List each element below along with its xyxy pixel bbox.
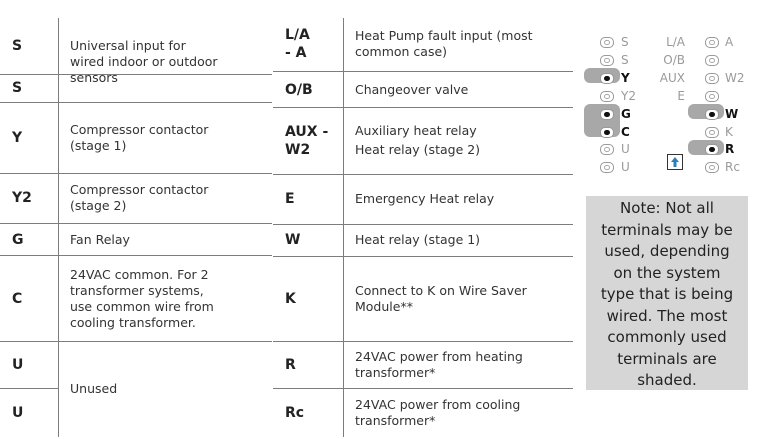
terminal-label-line: W2 <box>285 141 311 158</box>
desc-line: Universal input for <box>70 38 186 53</box>
terminal-label-line: L/A <box>285 27 310 44</box>
screw-dot <box>709 76 715 81</box>
table-row <box>273 224 573 256</box>
terminal-label: G <box>0 223 59 255</box>
screw-dot <box>604 76 610 81</box>
terminal-label: O/B <box>273 71 344 107</box>
note-line: used, depending <box>604 242 730 260</box>
terminal-block-label: S <box>621 35 629 49</box>
terminal-label: R <box>273 342 344 389</box>
terminal-label: Y2 <box>0 173 59 223</box>
terminal-label: U <box>0 341 59 388</box>
terminal-block-label: AUX <box>659 70 685 85</box>
screw-dot <box>709 147 715 152</box>
terminal-label: U <box>0 389 59 437</box>
screw-dot <box>709 165 715 170</box>
desc-line: (stage 1) <box>70 137 127 153</box>
terminal-label: S <box>0 18 59 74</box>
up-arrow-icon <box>668 155 682 169</box>
desc-line: use common wire from <box>70 298 214 314</box>
terminal-block-label: C <box>621 124 630 139</box>
screw-dot <box>604 94 610 99</box>
desc-line: 24VAC power from cooling <box>355 397 521 413</box>
terminal-description <box>344 389 574 437</box>
screw-dot <box>604 130 610 135</box>
note-line: Note: Not all <box>620 199 714 217</box>
terminal-screw <box>600 127 614 138</box>
table-row <box>0 256 272 342</box>
note-line: terminals may be <box>601 220 733 239</box>
desc-line: Emergency Heat relay <box>355 191 495 207</box>
desc-line: transformer systems, <box>70 282 204 298</box>
desc-line: common case) <box>355 44 448 60</box>
desc-line: 24VAC common. For 2 <box>70 266 209 282</box>
terminal-screw <box>705 162 719 173</box>
terminal-block-label: A <box>725 35 734 49</box>
desc-line: cooling transformer. <box>70 314 196 330</box>
screw-dot <box>709 94 715 99</box>
desc-line: Compressor contactor <box>70 182 209 198</box>
terminal-block-label: L/A <box>666 35 685 49</box>
desc-line: Auxiliary heat relay <box>355 123 477 139</box>
terminal-description <box>344 342 574 389</box>
terminal-description <box>59 341 273 437</box>
terminal-block-label: R <box>725 142 735 157</box>
screw-dot <box>604 58 610 63</box>
screw-dot <box>604 40 610 45</box>
terminal-block-label: G <box>621 106 631 121</box>
terminal-description <box>344 256 574 342</box>
terminal-screw <box>600 162 614 173</box>
wire-saver-slot <box>667 154 683 170</box>
terminal-screw <box>705 109 719 120</box>
screw-dot <box>709 40 715 45</box>
desc-line: Fan Relay <box>70 231 130 247</box>
note-box <box>586 196 748 390</box>
terminal-block-label: O/B <box>663 52 685 67</box>
desc-line: Heat Pump fault input (most <box>355 28 533 44</box>
table-row <box>273 256 573 342</box>
terminal-label: C <box>0 256 59 342</box>
terminal-label: K <box>273 256 344 342</box>
terminal-block-label: W2 <box>725 70 745 85</box>
screw-dot <box>709 112 715 117</box>
terminal-screw <box>600 55 614 66</box>
screw-dot <box>604 112 610 117</box>
terminal-label: E <box>273 174 344 224</box>
terminal-description <box>59 223 273 255</box>
desc-line: Compressor contactor <box>70 121 209 137</box>
terminal-block-label: U <box>621 142 630 157</box>
note-line: wired. The most <box>606 306 728 325</box>
terminal-screw <box>600 37 614 48</box>
terminal-block-diagram <box>0 0 763 190</box>
desc-line: transformer* <box>355 413 436 429</box>
table-row <box>273 389 573 437</box>
terminal-label: W <box>273 224 344 256</box>
terminal-block-label: Y2 <box>621 88 636 103</box>
note-line: on the system <box>613 263 721 282</box>
note-line: terminals are <box>617 349 717 368</box>
terminal-block-label: K <box>725 124 733 139</box>
desc-line: Heat relay (stage 1) <box>355 232 481 248</box>
screw-dot <box>604 165 610 170</box>
table-row <box>0 341 272 388</box>
note-line: commonly used <box>607 328 727 346</box>
terminal-label-line: AUX - <box>285 123 329 140</box>
terminal-block-label: Rc <box>725 160 740 175</box>
desc-line: transformer* <box>355 365 436 381</box>
desc-line: wired indoor or outdoor <box>70 54 218 69</box>
terminal-description: Universal input for wired indoor or outdoor sensors <box>59 18 273 74</box>
table-row <box>273 342 573 389</box>
terminal-block-label: S <box>621 52 629 67</box>
terminal-screw <box>705 127 719 138</box>
terminal-block-label: Y <box>621 70 630 85</box>
terminal-screw <box>705 144 719 155</box>
desc-line: Heat relay (stage 2) <box>355 142 481 158</box>
table-row <box>0 223 272 255</box>
terminal-block-label: U <box>621 160 630 175</box>
desc-line: (stage 2) <box>70 198 127 214</box>
terminal-screw <box>600 91 614 102</box>
note-line: shaded. <box>637 371 697 389</box>
terminal-screw <box>705 73 719 84</box>
desc-line: Module** <box>355 299 413 315</box>
terminal-screw <box>705 37 719 48</box>
terminal-screw <box>600 109 614 120</box>
desc-line: Connect to K on Wire Saver <box>355 283 527 299</box>
screw-dot <box>709 130 715 135</box>
desc-line: Changeover valve <box>355 81 469 97</box>
note-line: type that is being <box>600 285 734 303</box>
terminal-screw <box>600 144 614 155</box>
terminal-label: S <box>0 74 59 102</box>
terminal-label: Rc <box>273 389 344 437</box>
desc-line: Unused <box>70 381 118 397</box>
terminal-block-label: E <box>677 88 685 103</box>
desc-line: 24VAC power from heating <box>355 349 523 365</box>
terminal-screw <box>600 73 614 84</box>
terminal-label: Y <box>0 102 59 173</box>
terminal-screw <box>705 55 719 66</box>
terminal-description <box>344 224 574 256</box>
terminal-label-line: - A <box>285 45 307 62</box>
terminal-block-label: W <box>725 106 739 121</box>
screw-dot <box>604 147 610 152</box>
terminal-screw <box>705 91 719 102</box>
terminal-description <box>59 256 273 342</box>
screw-dot <box>709 58 715 63</box>
